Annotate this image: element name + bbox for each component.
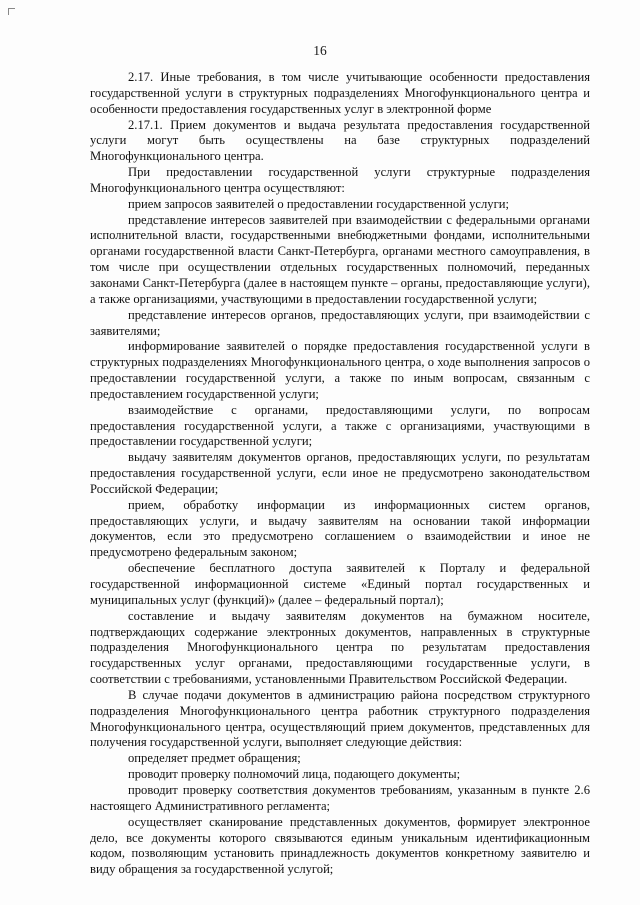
paragraph-2-17: 2.17. Иные требования, в том числе учитывающие особенности предоставления государственной услуги в структурных подразделениях Многофункционального центра и особенности предоставления государственных услуг в электронной форме — [90, 70, 590, 116]
list-item: выдачу заявителям документов органов, предоставляющих услуги, по результатам предоставления государственной услуги, если иное не предусмотрено законодательством Российской Федерации; — [90, 450, 590, 496]
scan-corner-mark — [8, 8, 15, 15]
list-item: определяет предмет обращения; — [128, 751, 301, 766]
paragraph-mfc-functions-intro: При предоставлении государственной услуги структурные подразделения Многофункционального центра осуществляют: — [90, 165, 590, 195]
list-item: составление и выдачу заявителям документов на бумажном носителе, подтверждающих содержание электронных документов, направленных в структурные подразделения Многофункционального центра по результатам предоставления государственных услуг органами, предоставляющими государственные услуги, в соответствии с требованиями, установленными Правительством Российской Федерации. — [90, 608, 590, 687]
list-item: представление интересов заявителей при взаимодействии с федеральными органами исполнительной власти, государственными внебюджетными фондами, исполнительными органами государственной власти Санкт-Петербурга, органами местного самоуправления, в том числе при осуществлении отдельных государственных полномочий, переданных законами Санкт-Петербурга (далее в настоящем пункте – органы, предоставляющие услуги), а также организациями, участвующими в предоставлении государственной услуги; — [90, 212, 590, 306]
list-item: представление интересов органов, предоставляющих услуги, при взаимодействии с заявителями; — [90, 307, 590, 338]
document-body — [90, 70, 590, 878]
list-item: проводит проверку полномочий лица, подающего документы; — [128, 767, 461, 782]
page-number: 16 — [313, 43, 327, 58]
list-item: обеспечение бесплатного доступа заявителей к Порталу и федеральной государственной информационной системе «Единый портал государственных и муниципальных услуг (функций)» (далее – федеральный портал); — [90, 561, 590, 607]
list-item: проводит проверку соответствия документов требованиям, указанным в пункте 2.6 настоящего Административного регламента; — [90, 782, 590, 813]
list-item: прием запросов заявителей о предоставлении государственной услуги; — [128, 196, 509, 211]
list-item: взаимодействие с органами, предоставляющими услуги, по вопросам предоставления государственной услуги, а также с организациями, участвующими в предоставлении государственной услуги; — [90, 402, 590, 449]
paragraph-submission-case: В случае подачи документов в администрацию района посредством структурного подразделения Многофункционального центра работник структурного подразделения Многофункционального центра, осуществляющий прием документов, представленных для получения государственной услуги, выполняет следующие действия: — [90, 687, 590, 750]
list-item: осуществляет сканирование представленных документов, формирует электронное дело, все документы которого связываются единым уникальным идентификационным кодом, позволяющим установить принадлежность документов конкретному заявителю и виду обращения за государственной услугой; — [90, 814, 590, 877]
paragraph-2-17-1: 2.17.1. Прием документов и выдача результата предоставления государственной услуги могут быть осуществлены на базе структурных подразделений Многофункционального центра. — [90, 117, 590, 164]
list-item: информирование заявителей о порядке предоставления государственной услуги в структурных подразделениях Многофункционального центра, о ходе выполнения запросов о предоставлении государственной услуги, а также по иным вопросам, связанным с предоставлением государственной услуги; — [90, 339, 590, 401]
list-item: прием, обработку информации из информационных систем органов, предоставляющих услуги, и выдачу заявителям на основании такой информации документов, если это предусмотрено соглашением о взаимодействии и иное не предусмотрено федеральным законом; — [90, 497, 590, 560]
